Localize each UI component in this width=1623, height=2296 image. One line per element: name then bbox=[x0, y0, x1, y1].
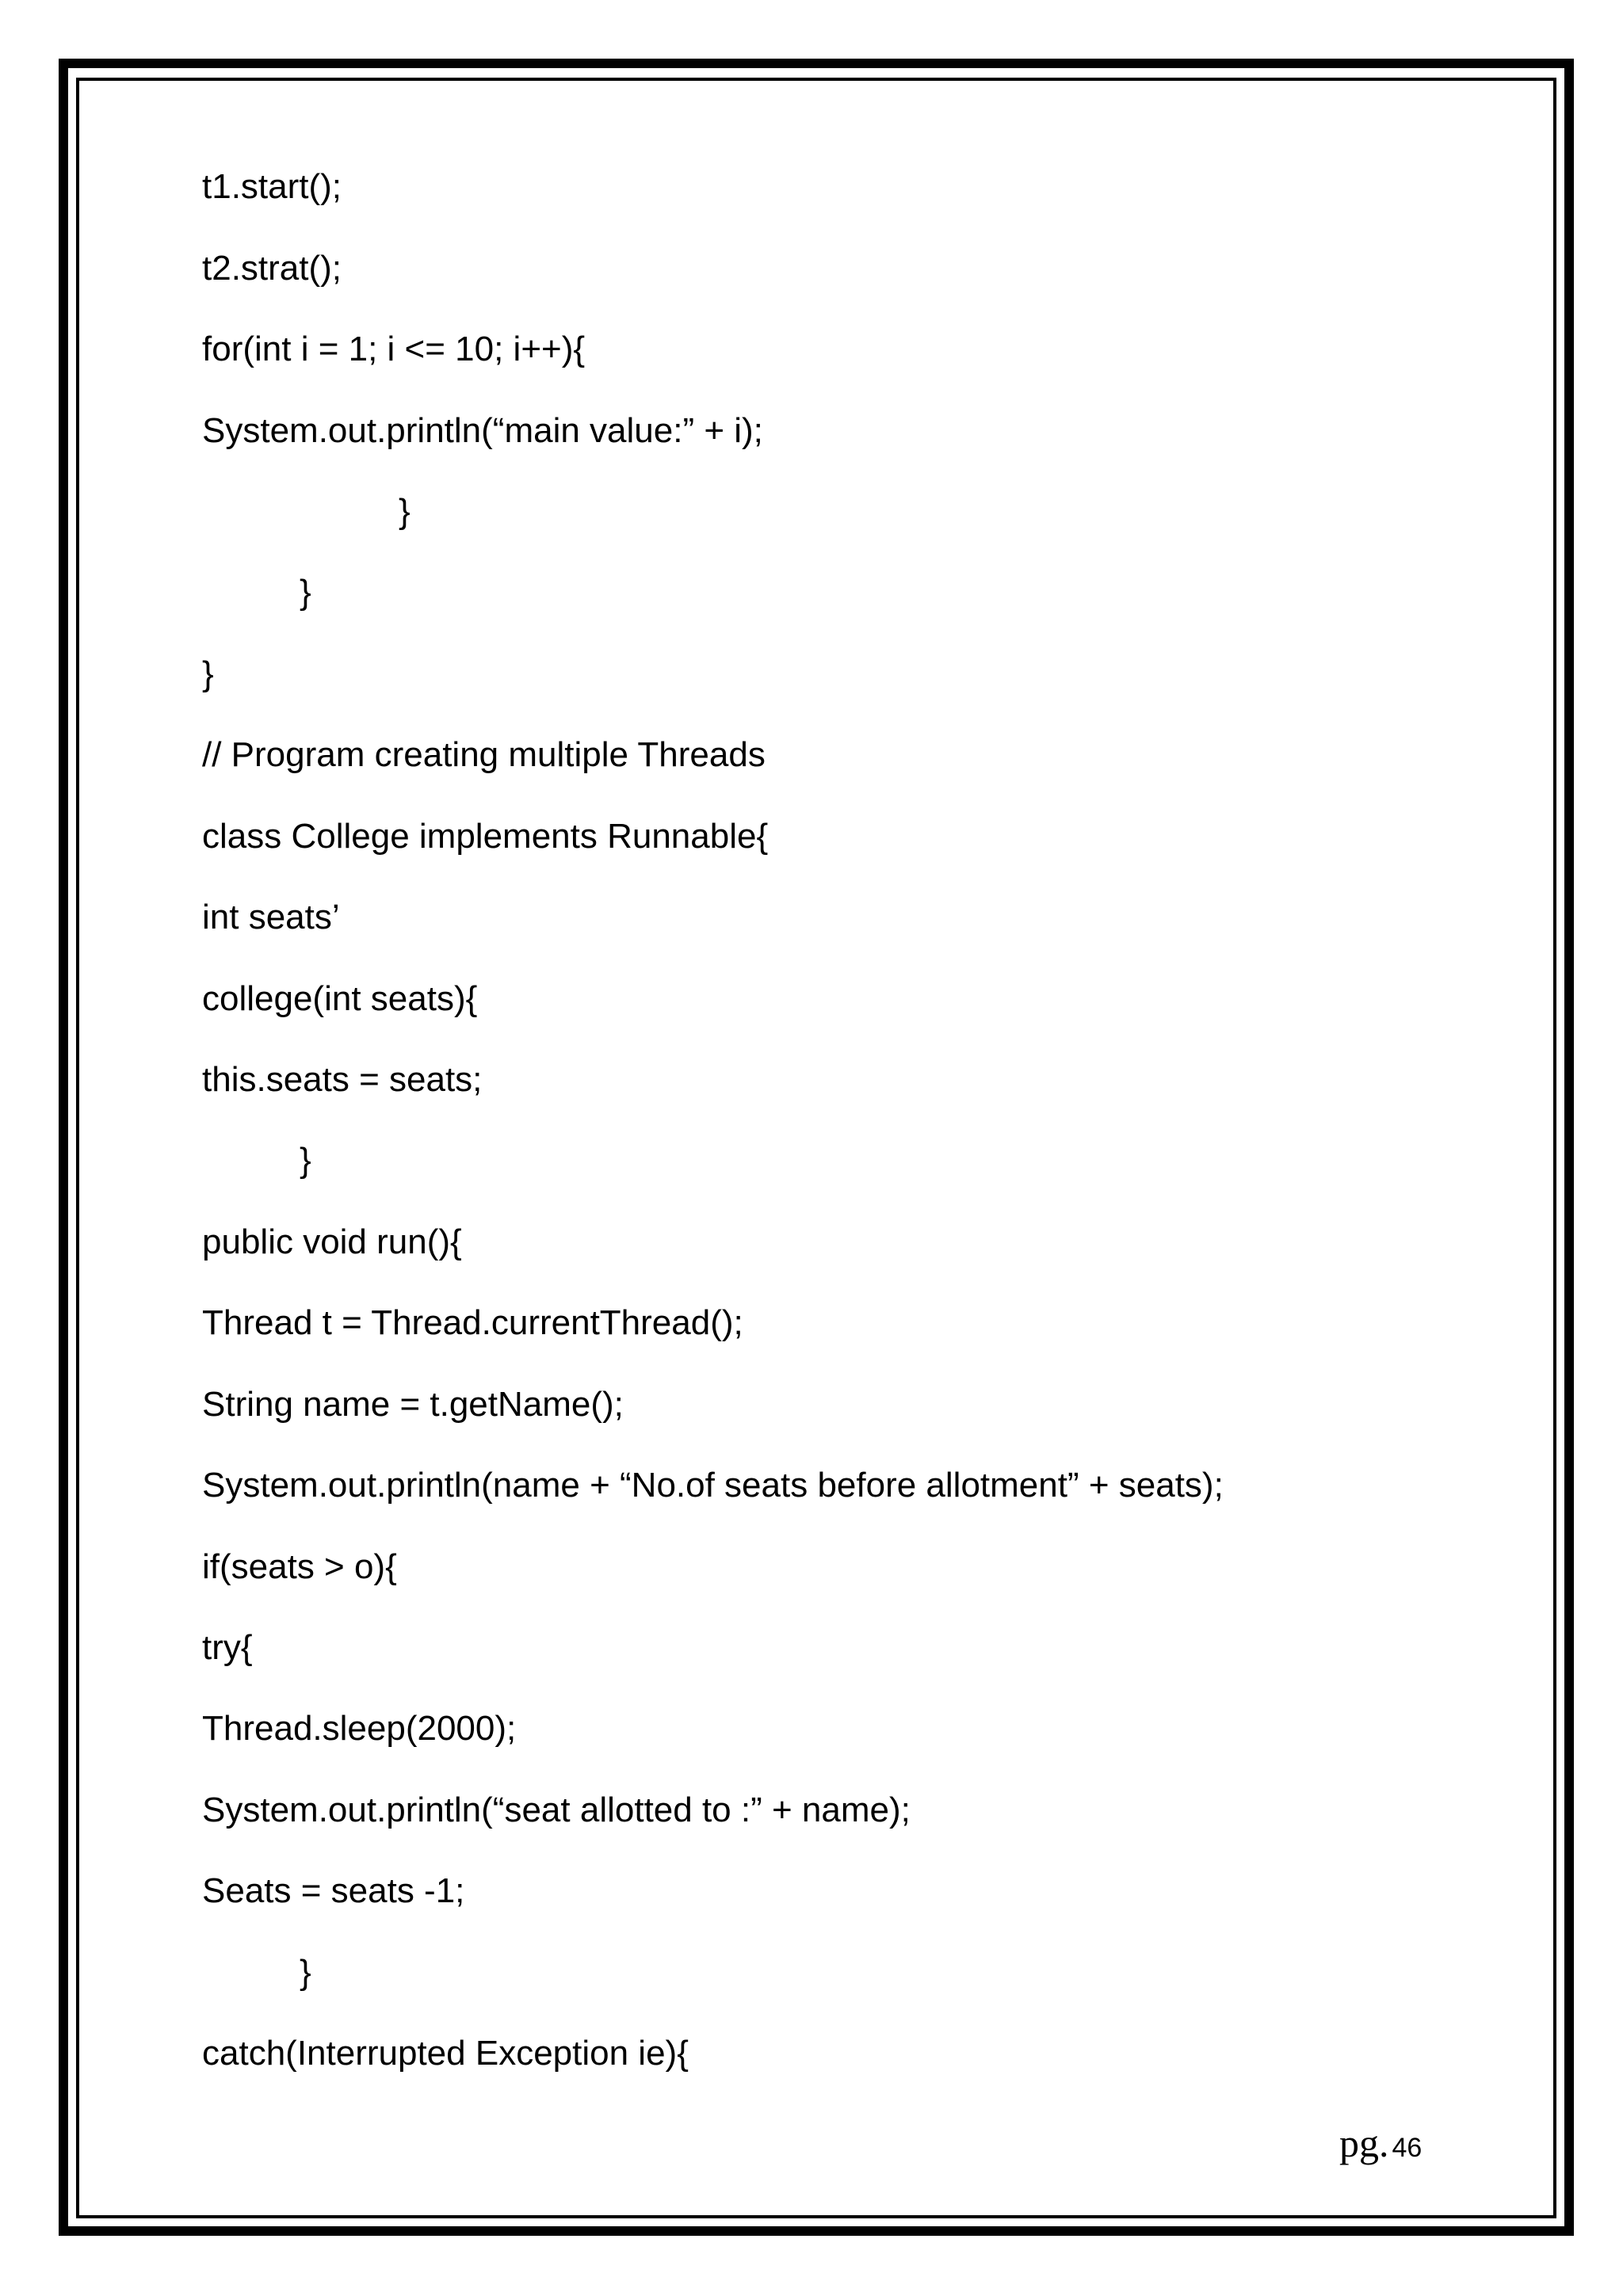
code-line: } bbox=[399, 492, 411, 531]
code-line: } bbox=[300, 1953, 311, 1992]
code-line: college(int seats){ bbox=[202, 979, 478, 1018]
page-number bbox=[1339, 2123, 1422, 2163]
code-line: public void run(){ bbox=[202, 1222, 462, 1261]
code-line: System.out.println(“main value:” + i); bbox=[202, 411, 763, 450]
code-line: Thread t = Thread.currentThread(); bbox=[202, 1303, 743, 1342]
code-line: // Program creating multiple Threads bbox=[202, 735, 766, 774]
code-line: if(seats > o){ bbox=[202, 1547, 397, 1586]
code-line: t1.start(); bbox=[202, 167, 342, 206]
code-line: class College implements Runnable{ bbox=[202, 817, 769, 856]
code-line: for(int i = 1; i <= 10; i++){ bbox=[202, 330, 586, 368]
page-number-value: 46 bbox=[1392, 2133, 1423, 2163]
code-line: Seats = seats -1; bbox=[202, 1871, 465, 1910]
code-line: } bbox=[300, 1141, 311, 1180]
code-line: t2.strat(); bbox=[202, 249, 342, 288]
code-line: } bbox=[202, 654, 214, 693]
code-line: } bbox=[300, 573, 311, 612]
code-line: String name = t.getName(); bbox=[202, 1385, 624, 1424]
code-line: System.out.println(“seat allotted to :” + name); bbox=[202, 1791, 911, 1829]
code-line: try{ bbox=[202, 1628, 253, 1667]
code-line: catch(Interrupted Exception ie){ bbox=[202, 2034, 689, 2073]
code-line: Thread.sleep(2000); bbox=[202, 1709, 517, 1748]
code-line: this.seats = seats; bbox=[202, 1060, 483, 1099]
code-line: System.out.println(name + “No.of seats before allotment” + seats); bbox=[202, 1466, 1224, 1505]
code-line: int seats’ bbox=[202, 898, 340, 936]
page-number-label: pg. bbox=[1339, 2121, 1389, 2165]
